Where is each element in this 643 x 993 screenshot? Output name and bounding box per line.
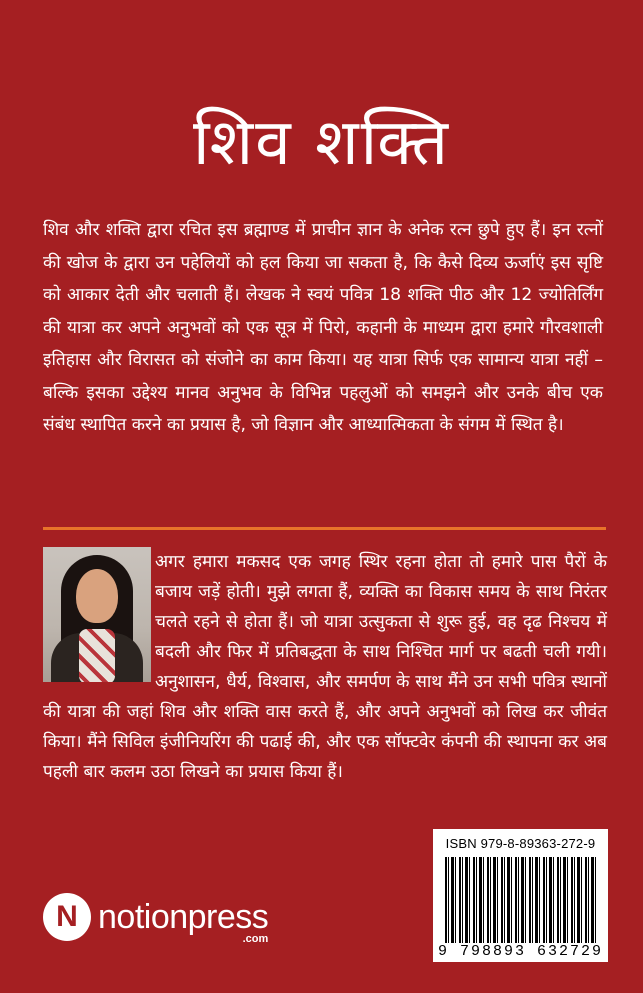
book-title: शिव शक्ति xyxy=(193,106,450,180)
isbn-barcode xyxy=(433,829,608,962)
publisher-n-icon: N xyxy=(43,893,91,941)
divider-line xyxy=(43,527,606,530)
author-bio-block xyxy=(43,547,607,787)
author-bio: अगर हमारा मकसद एक जगह स्थिर रहना होता तो हमारे पास पैरों के बजाय जड़ें होती। मुझे लगता हैं, व्यक्ति का विकास समय के साथ निरंतर चलते रहने से होता हैं। जो यात्रा उत्सुकता से शुरू हुई, वह दृढ निश्चय में बदली और फिर में प्रतिबद्धता के साथ निश्चित मार्ग पर बढती चली गयी। अनुशासन, धैर्य, विश्वास, और समर्पण के साथ मैंने उन सभी पवित्र स्थानों की यात्रा की जहां शिव और शक्ति वास करते हैं, और अपने अनुभवों को लिख कर जीवंत किया। मैंने सिविल इंजीनियरिंग की पढाई की, और एक सॉफ्टवेर कंपनी की स्थापना कर अब पहली बार कलम उठा लिखने का प्रयास किया हैं। xyxy=(43,552,607,782)
book-synopsis: शिव और शक्ति द्वारा रचित इस ब्रह्माण्ड में प्राचीन ज्ञान के अनेक रत्न छुपे हुए हैं। इन रत्नों की खोज के द्वारा उन पहेलियों को हल किया जा सकता है, कि कैसे दिव्य ऊर्जाएं इस सृष्टि को आकार देती और चलाती हैं। लेखक ने स्वयं पवित्र 18 शक्ति पीठ और 12 ज्योतिर्लिंग की यात्रा कर अपने अनुभवों को एक सूत्र में पिरो, कहानी के माध्यम द्वारा हमारे गौरवशाली इतिहास और विरासत को संजोने का काम किया। यह यात्रा सिर्फ एक सामान्य यात्रा नहीं – बल्कि इसका उद्देश्य मानव अनुभव के विभिन्न पहलुओं को समझने और उनके बीच एक संबंध स्थापित करने का प्रयास है, जो विज्ञान और आध्यात्मिकता के संगम में स्थित है। xyxy=(43,220,603,435)
publisher-domain: .com xyxy=(242,933,269,945)
publisher-logo xyxy=(43,891,268,943)
barcode-bars xyxy=(445,857,597,943)
isbn-label: ISBN 979-8-89363-272-9 xyxy=(445,836,596,851)
barcode-digits: 9 798893 632729 xyxy=(433,943,608,960)
publisher-name: notionpress xyxy=(98,898,269,936)
